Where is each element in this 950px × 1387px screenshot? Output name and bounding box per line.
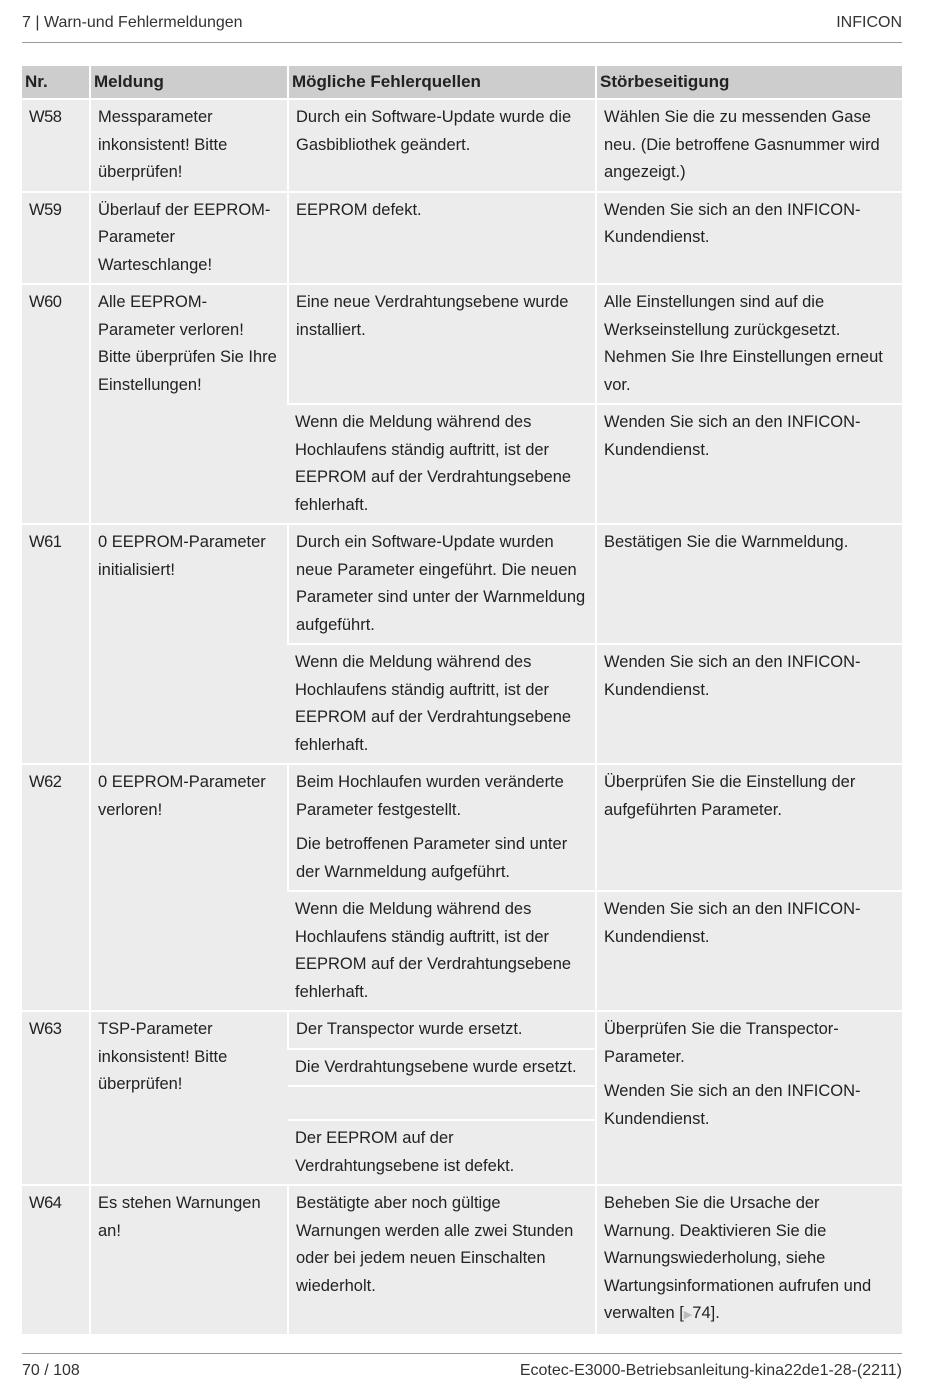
table-header-row bbox=[22, 66, 902, 99]
cell-nr: W64 bbox=[22, 1185, 90, 1334]
cell-nr: W62 bbox=[22, 764, 90, 1011]
column-header-nr: Nr. bbox=[22, 66, 90, 99]
abhilfe-paragraph: Überprüfen Sie die Transpector-Parameter. bbox=[604, 1020, 839, 1066]
cell-abhilfe: Wenden Sie sich an den INFICON-Kundendienst. bbox=[596, 404, 902, 524]
cell-meldung: TSP-Parameter inkonsistent! Bitte überprüfen! bbox=[90, 1011, 288, 1185]
cell-quelle-empty bbox=[288, 1086, 596, 1120]
table-row bbox=[22, 284, 902, 404]
cell-quelle: Wenn die Meldung während des Hochlaufens ständig auftritt, ist der EEPROM auf der Verdrahtungsebene fehlerhaft. bbox=[288, 891, 596, 1011]
cell-meldung: Messparameter inkonsistent! Bitte überprüfen! bbox=[90, 99, 288, 192]
abhilfe-text-end: ]. bbox=[710, 1304, 720, 1322]
table-row bbox=[22, 524, 902, 644]
cell-nr: W61 bbox=[22, 524, 90, 764]
brand-name: INFICON bbox=[836, 14, 902, 31]
page-header bbox=[22, 12, 902, 43]
cell-abhilfe: Wenden Sie sich an den INFICON-Kundendienst. bbox=[596, 644, 902, 764]
cell-abhilfe bbox=[596, 1011, 902, 1185]
column-header-stoerbeseitigung: Störbeseitigung bbox=[596, 66, 902, 99]
abhilfe-paragraph: Wenden Sie sich an den INFICON-Kundendienst. bbox=[604, 1082, 861, 1128]
cell-meldung: 0 EEPROM-Parameter verloren! bbox=[90, 764, 288, 1011]
page-reference-link[interactable]: 74 bbox=[692, 1304, 711, 1322]
cell-nr: W59 bbox=[22, 192, 90, 285]
cell-abhilfe: Wenden Sie sich an den INFICON-Kundendienst. bbox=[596, 192, 902, 285]
cell-nr: W58 bbox=[22, 99, 90, 192]
table-row bbox=[22, 1011, 902, 1049]
cell-quelle bbox=[288, 764, 596, 891]
page-number: 70 / 108 bbox=[22, 1362, 80, 1379]
section-title: 7 | Warn-und Fehlermeldungen bbox=[22, 14, 243, 31]
table-row bbox=[22, 192, 902, 285]
cell-abhilfe: Wenden Sie sich an den INFICON-Kundendienst. bbox=[596, 891, 902, 1011]
cell-quelle: Der EEPROM auf der Verdrahtungsebene ist defekt. bbox=[288, 1120, 596, 1185]
warning-table bbox=[22, 66, 902, 1334]
cell-quelle: Eine neue Verdrahtungsebene wurde installiert. bbox=[288, 284, 596, 404]
cell-quelle: Durch ein Software-Update wurden neue Parameter eingeführt. Die neuen Parameter sind unter der Warnmeldung aufgeführt. bbox=[288, 524, 596, 644]
cell-abhilfe: Wählen Sie die zu messenden Gase neu. (Die betroffene Gasnummer wird angezeigt.) bbox=[596, 99, 902, 192]
cell-abhilfe bbox=[596, 1185, 902, 1334]
cell-quelle: Die Verdrahtungsebene wurde ersetzt. bbox=[288, 1049, 596, 1087]
cell-meldung: Alle EEPROM-Parameter verloren! Bitte überprüfen Sie Ihre Einstellungen! bbox=[90, 284, 288, 524]
page-footer bbox=[22, 1353, 902, 1379]
cell-abhilfe: Alle Einstellungen sind auf die Werkseinstellung zurückgesetzt. Nehmen Sie Ihre Einstellungen erneut vor. bbox=[596, 284, 902, 404]
cell-quelle: Wenn die Meldung während des Hochlaufens ständig auftritt, ist der EEPROM auf der Verdrahtungsebene fehlerhaft. bbox=[288, 644, 596, 764]
column-header-meldung: Meldung bbox=[90, 66, 288, 99]
cross-reference-triangle-icon: ▶ bbox=[683, 1309, 693, 1321]
document-id: Ecotec-E3000-Betriebsanleitung-kina22de1-28-(2211) bbox=[519, 1362, 902, 1379]
cell-meldung: Es stehen Warnungen an! bbox=[90, 1185, 288, 1334]
quelle-paragraph: Beim Hochlaufen wurden veränderte Parameter festgestellt. bbox=[296, 773, 564, 819]
cell-abhilfe: Überprüfen Sie die Einstellung der aufgeführten Parameter. bbox=[596, 764, 902, 891]
cell-quelle: Wenn die Meldung während des Hochlaufens ständig auftritt, ist der EEPROM auf der Verdrahtungsebene fehlerhaft. bbox=[288, 404, 596, 524]
cell-quelle: Bestätigte aber noch gültige Warnungen werden alle zwei Stunden oder bei jedem neuen Einschalten wiederholt. bbox=[288, 1185, 596, 1334]
cell-meldung: Überlauf der EEPROM-Parameter Warteschlange! bbox=[90, 192, 288, 285]
cell-meldung: 0 EEPROM-Parameter initialisiert! bbox=[90, 524, 288, 764]
quelle-paragraph: Die betroffenen Parameter sind unter der Warnmeldung aufgeführt. bbox=[296, 835, 568, 881]
cell-abhilfe: Bestätigen Sie die Warnmeldung. bbox=[596, 524, 902, 644]
table-row bbox=[22, 764, 902, 891]
column-header-fehlerquellen: Mögliche Fehlerquellen bbox=[288, 66, 596, 99]
cell-quelle: EEPROM defekt. bbox=[288, 192, 596, 285]
cell-quelle: Durch ein Software-Update wurde die Gasbibliothek geändert. bbox=[288, 99, 596, 192]
cell-nr: W60 bbox=[22, 284, 90, 524]
cell-nr: W63 bbox=[22, 1011, 90, 1185]
cell-quelle: Der Transpector wurde ersetzt. bbox=[288, 1011, 596, 1049]
table-row bbox=[22, 99, 902, 192]
abhilfe-text: Beheben Sie die Ursache der Warnung. Deaktivieren Sie die Warnungswiederholung, siehe Wartungsinformationen aufrufen und verwalten [ bbox=[604, 1194, 872, 1322]
table-row bbox=[22, 1185, 902, 1334]
